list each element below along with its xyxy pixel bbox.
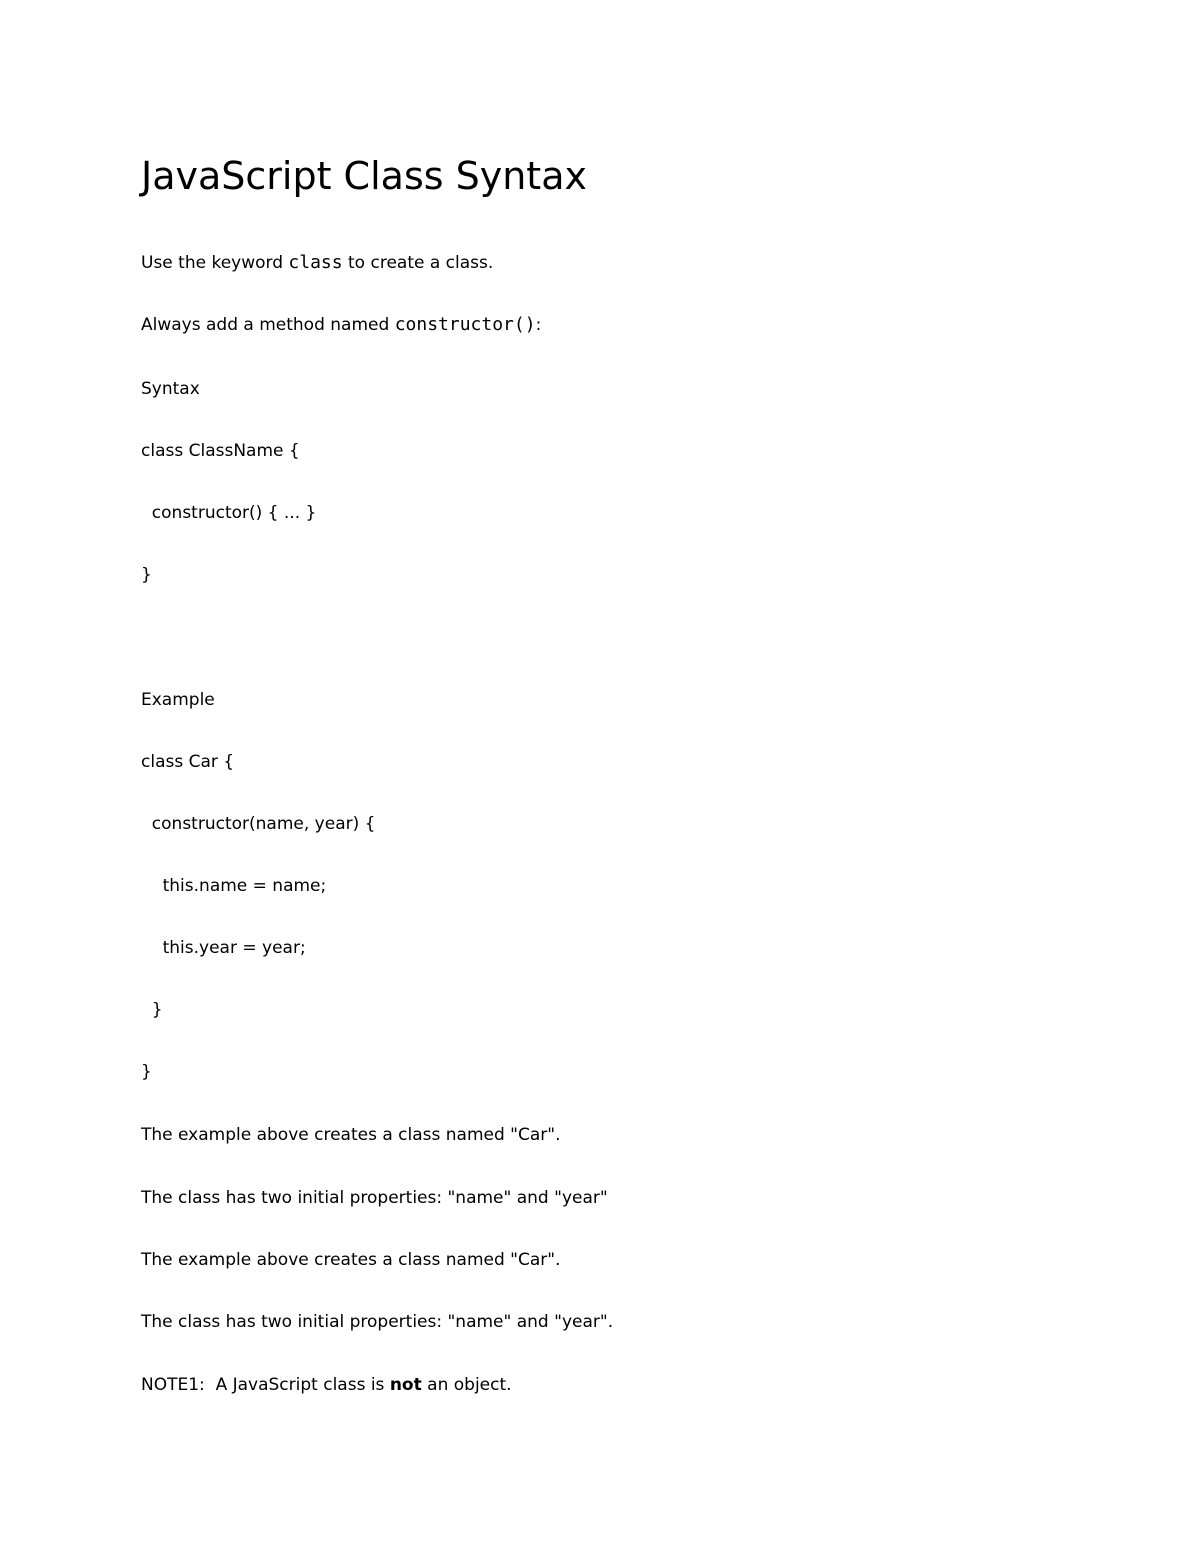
note-suffix-text: an object. — [421, 1375, 512, 1395]
body-paragraph: The class has two initial properties: "name" and "year". — [141, 1312, 614, 1332]
note-prefix-text: NOTE1: A JavaScript class is — [141, 1375, 390, 1395]
body-paragraph: The example above creates a class named "Car". — [141, 1125, 561, 1145]
page-title: JavaScript Class Syntax — [141, 154, 587, 198]
method-code: constructor() — [394, 314, 536, 335]
syntax-code-line: constructor() { ... } — [141, 503, 317, 523]
note-paragraph — [141, 1373, 512, 1397]
intro-keyword-paragraph — [141, 251, 493, 275]
keyword-code: class — [288, 252, 343, 273]
example-code-line: constructor(name, year) { — [141, 814, 376, 834]
example-code-line: } — [141, 1000, 163, 1020]
note-emphasis-text: not — [389, 1375, 422, 1395]
method-suffix-text: : — [535, 315, 542, 335]
intro-method-paragraph — [141, 313, 541, 337]
syntax-label: Syntax — [141, 379, 200, 399]
body-paragraph: The example above creates a class named "Car". — [141, 1250, 561, 1270]
example-code-line: class Car { — [141, 752, 235, 772]
keyword-suffix-text: to create a class. — [342, 253, 494, 273]
method-prefix-text: Always add a method named — [141, 315, 395, 335]
example-label: Example — [141, 690, 215, 710]
keyword-prefix-text: Use the keyword — [141, 253, 289, 273]
syntax-code-line: class ClassName { — [141, 441, 300, 461]
example-code-line: this.name = name; — [141, 876, 327, 896]
body-paragraph: The class has two initial properties: "name" and "year" — [141, 1188, 608, 1208]
example-code-line: this.year = year; — [141, 938, 306, 958]
syntax-code-line: } — [141, 565, 152, 585]
example-code-line: } — [141, 1062, 152, 1082]
